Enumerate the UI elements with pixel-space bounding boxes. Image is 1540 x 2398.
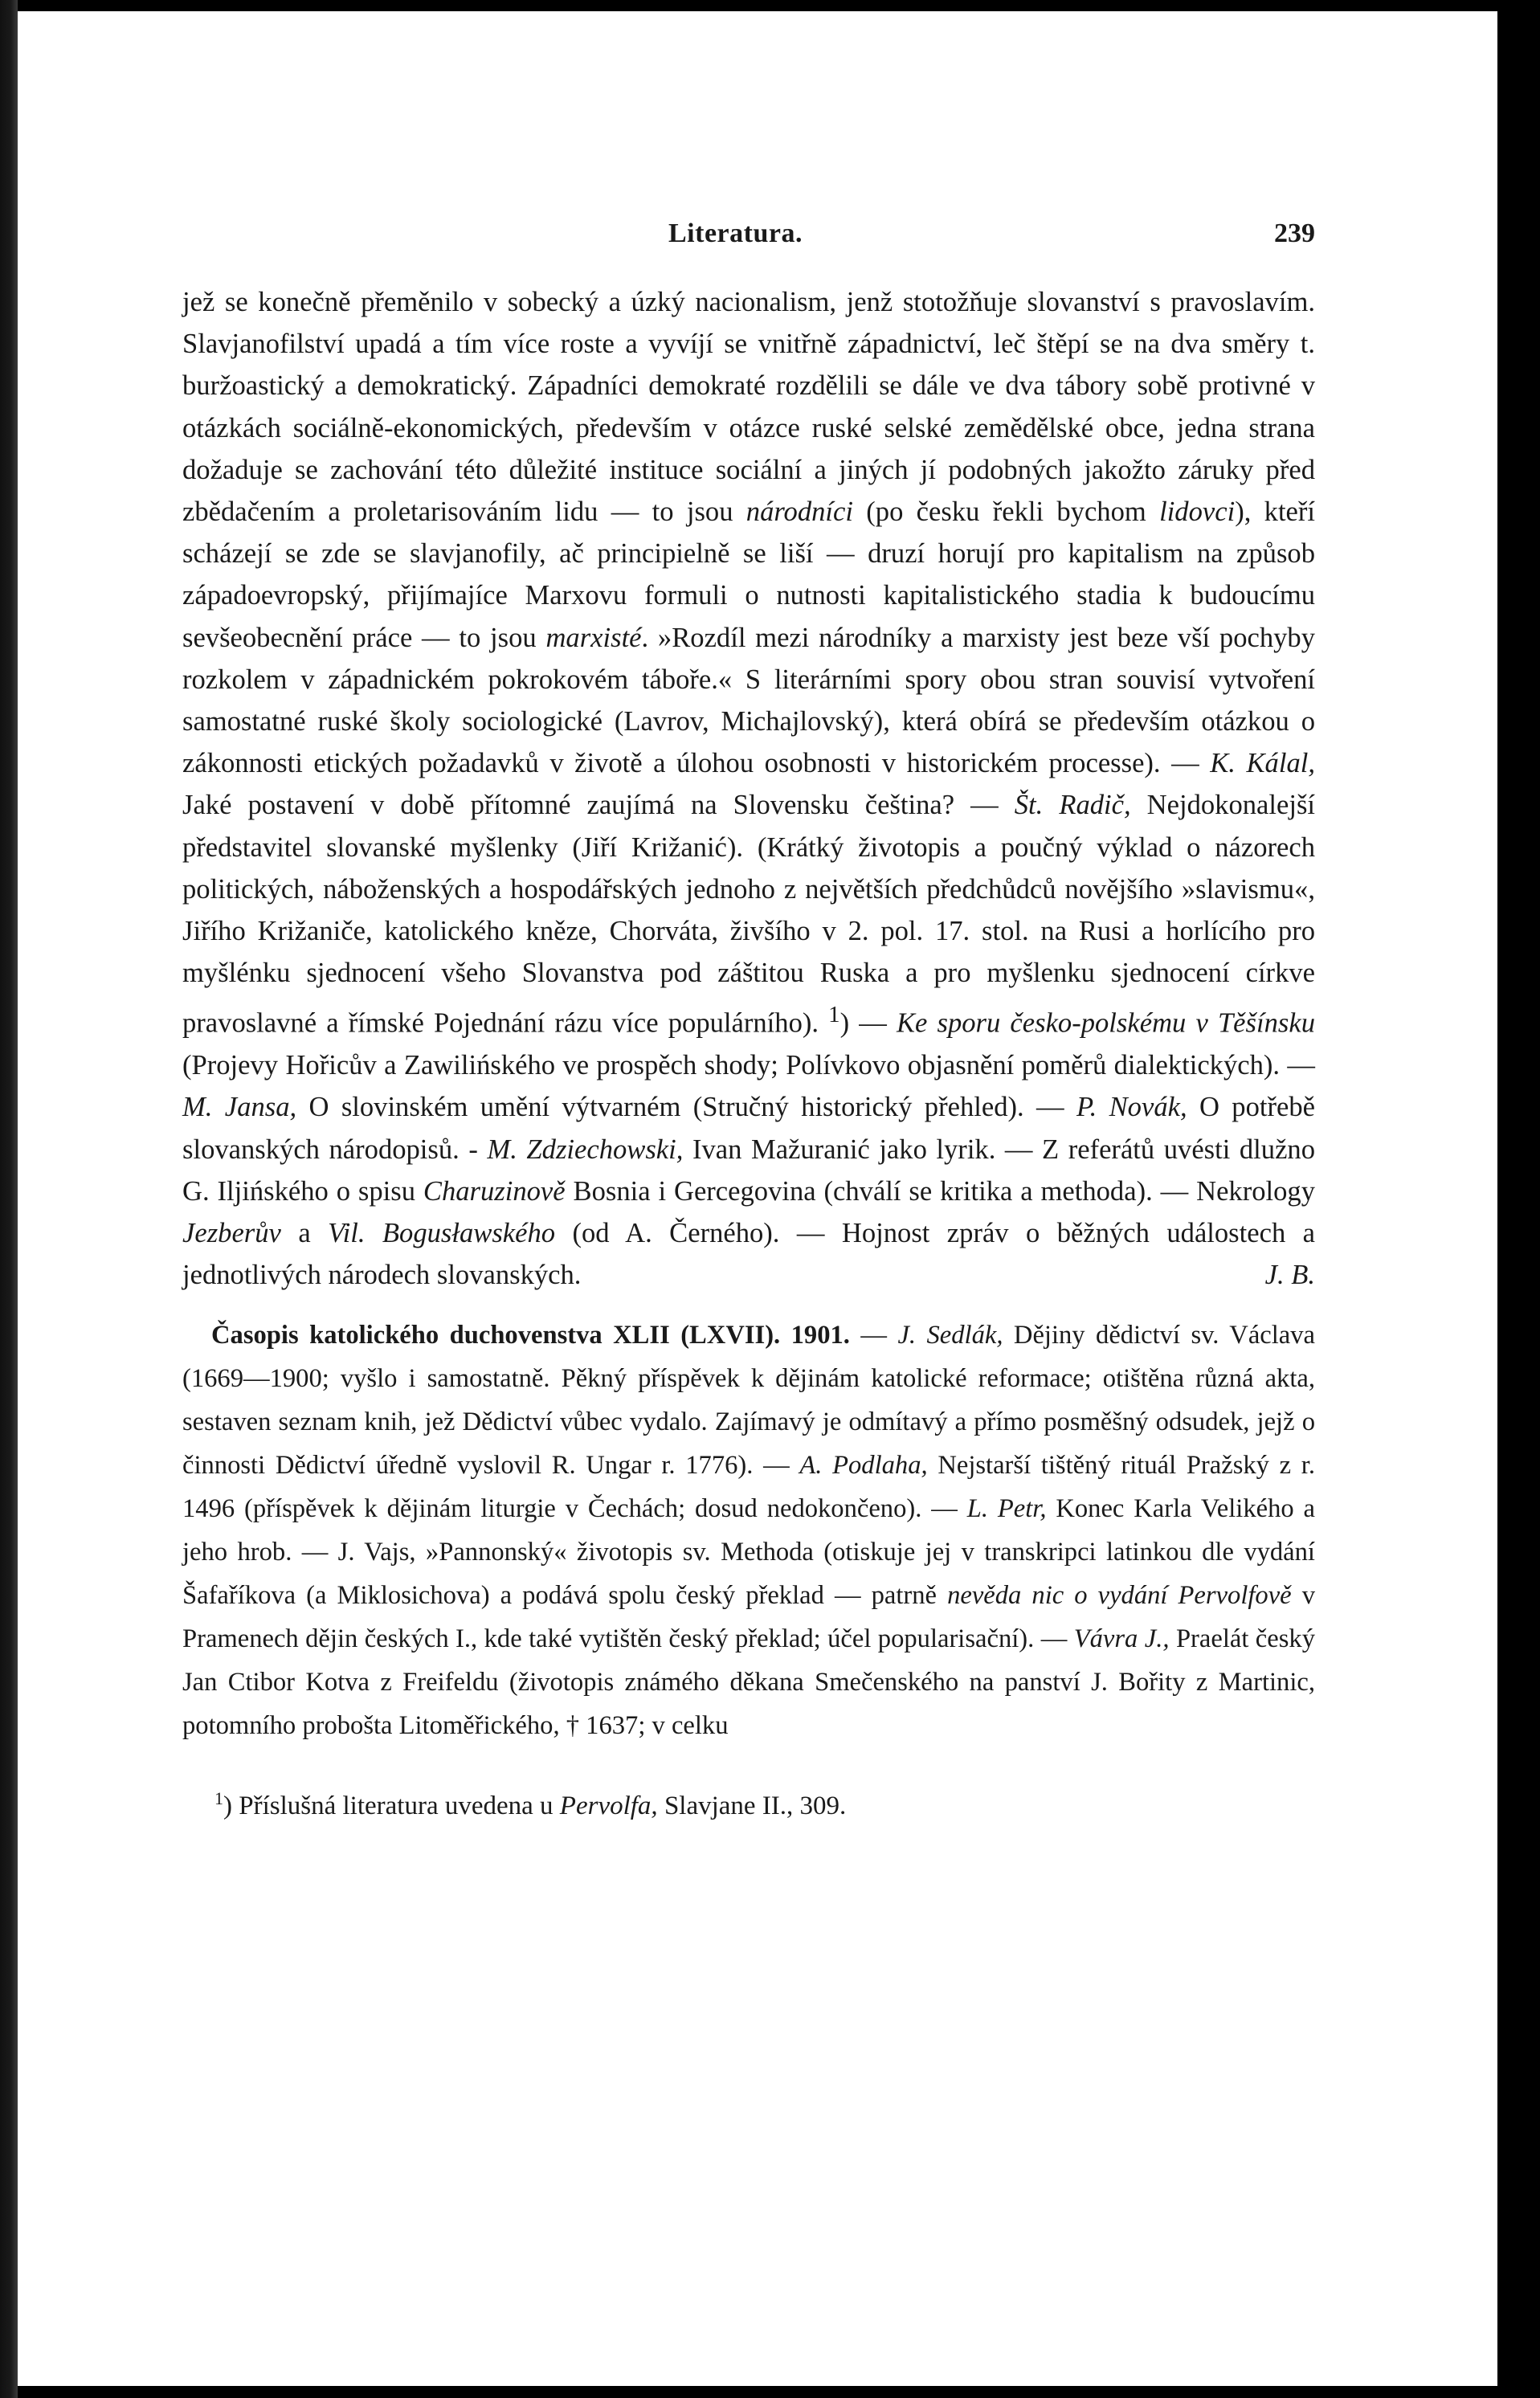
name-boguslawski: Vil. Bogusławského bbox=[328, 1218, 556, 1248]
author-kalal: K. Kálal, bbox=[1210, 748, 1315, 779]
emphasis-marxiste: marxisté bbox=[545, 622, 642, 653]
text-run: — bbox=[849, 1321, 898, 1350]
text-run: Jaké postavení v době přítomné zaujímá na Slovensku čeština? — bbox=[182, 790, 1015, 821]
text-run: O slovinském umění výtvarném (Stručný historický přehled). — bbox=[296, 1092, 1076, 1123]
author-radic: Št. Radič, bbox=[1014, 790, 1131, 821]
author-petr: L. Petr, bbox=[966, 1494, 1047, 1524]
author-zdziechowski: M. Zdziechowski, bbox=[487, 1134, 684, 1165]
text-run: v Pramenech dějin českých I., kde také vytištěn český překlad; účel popularisační). — bbox=[182, 1581, 1315, 1654]
book-spine-shadow bbox=[0, 0, 18, 2398]
reviewer-signature: J. B. bbox=[1264, 1260, 1315, 1291]
footnote bbox=[182, 1779, 1315, 1825]
name-jezber: Jezberův bbox=[182, 1218, 281, 1248]
author-vavra: Vávra J., bbox=[1073, 1624, 1170, 1654]
footnote-author: Pervolfa, bbox=[559, 1791, 658, 1821]
text-run: (od A. Černého). — Hojnost zpráv o běžných událostech a jednotlivých národech slovanských. bbox=[182, 1218, 1316, 1291]
text-run: Nejstarší tištěný rituál Pražský z r. 1496 (příspěvek k dějinám liturgie v Čechách; dosud nedokončeno). — bbox=[182, 1451, 1315, 1524]
running-title: Literatura. bbox=[668, 219, 803, 248]
text-run: a bbox=[280, 1218, 329, 1248]
author-novak: P. Novák, bbox=[1076, 1092, 1187, 1123]
author-charuzin: Charuzinově bbox=[423, 1175, 566, 1207]
text-run: Bosnia i Gercegovina (chválí se kritika a methoda). — Nekrology bbox=[565, 1175, 1315, 1207]
emphasis-lidovci: lidovci bbox=[1159, 496, 1236, 528]
article-title-tesinsku: Ke sporu česko-polskému v Těšínsku bbox=[896, 1007, 1315, 1039]
author-jansa: M. Jansa, bbox=[182, 1092, 297, 1123]
author-sedlak: J. Sedlák, bbox=[897, 1321, 1003, 1350]
text-run: (Projevy Hořicův a Zawilińského ve prospěch shody; Polívkovo objasnění poměrů dialektických). — bbox=[182, 1050, 1315, 1081]
footnote-text: Slavjane II., 309. bbox=[657, 1791, 847, 1821]
paragraph-review-1 bbox=[182, 281, 1315, 1296]
footnote-mark: 1 bbox=[214, 1788, 223, 1809]
text-run: Ivan Mažuranić jako lyrik. — Z referátů uvésti dlužno G. Iljińského o spisu bbox=[182, 1134, 1316, 1207]
paragraph-review-2 bbox=[182, 1313, 1315, 1747]
emphasis-neveda: nevěda nic o vydání Pervolfově bbox=[947, 1581, 1292, 1611]
text-run: jež se konečně přeměnilo v sobecký a úzký nacionalism, jenž stotožňuje slovanství s pravoslavím. Slavjanofilství upadá a tím více roste a vyvíjí se vnitřně západnictví, leč štěpí se na dva směry t. buržoastický a demokratický. Západníci demokraté rozdělili se dále ve dva tábory sobě protivné v otázkách sociálně-ekonomických, především v otázce ruské selské zemědělské obce, jedna strana dožaduje se zachování této důležité instituce sociální a jiných jí podobných jakožto záruky před zbědačením a proletarisováním lidu — to jsou bbox=[182, 287, 1315, 528]
page-text bbox=[182, 219, 1315, 1825]
author-podlaha: A. Podlaha, bbox=[799, 1451, 928, 1481]
page-number: 239 bbox=[1274, 219, 1315, 248]
text-run: Dějiny dědictví sv. Václava (1669—1900; vyšlo i samostatně. Pěkný příspěvek k dějinám katolické reformace; otištěna různá akta, sestaven seznam knih, jež Dědictví vůbec vydalo. Zajímavý je odmítavý a přímo posměšný odsudek, jejž o činnosti Dědictví úředně vyslovil R. Ungar r. 1776). — bbox=[182, 1321, 1316, 1481]
text-run: ) — bbox=[839, 1007, 897, 1039]
footnote-ref: 1 bbox=[828, 1002, 840, 1028]
footnote-text: ) Příslušná literatura uvedena u bbox=[223, 1791, 560, 1821]
journal-title: Časopis katolického duchovenstva XLII (LXVII). 1901. bbox=[211, 1321, 850, 1350]
emphasis-narodnici: národníci bbox=[745, 496, 853, 528]
running-header bbox=[182, 219, 1315, 249]
text-run: O potřebě slovanských národopisů. - bbox=[182, 1092, 1315, 1165]
text-run: Praelát český Jan Ctibor Kotva z Freifeldu (životopis známého děkana Smečenského na panství J. Bořity z Martinic, potomního probošta Litoměřického, † 1637; v celku bbox=[182, 1624, 1315, 1741]
text-run: Konec Karla Velikého a jeho hrob. — J. Vajs, »Pannonský« životopis sv. Methoda (otiskuje jej v transkripci latinkou dle vydání Šafaříkova (a Miklosichova) a podává spolu český překlad — patrně bbox=[182, 1494, 1316, 1611]
text-run: ), kteří scházejí se zde se slavjanofily, ač principielně se liší — druzí horují pro kapitalism na způsob západoevropský, přijímajíce Marxovu formuli o nutnosti kapitalistického stadia k budoucímu sevšeobecnění práce — to jsou bbox=[182, 496, 1316, 653]
text-run: (po česku řekli bychom bbox=[852, 496, 1160, 528]
text-run: Nejdokonalejší představitel slovanské myšlenky (Jiří Križanić). (Krátký životopis a poučný výklad o názorech politických, náboženských a hospodářských jednoho z největších předchůdců novějšího »slavismu«, Jiřího Križaniče, katolického kněze, Chorváta, živšího v 2. pol. 17. stol. na Rusi a horlícího pro myšlénku sjednocení všeho Slovanstva pod záštitou Ruska a pro myšlenku sjednocení církve pravoslavné a římské Pojednání rázu více populárního). bbox=[182, 790, 1316, 1039]
text-run: . »Rozdíl mezi národníky a marxisty jest beze vší pochyby rozkolem v západnickém pokrokovém táboře.« S literárními spory obou stran souvisí vytvoření samostatné ruské školy sociologické (Lavrov, Michajlovský), která obírá se především otázkou o zákonnosti etických požadavků v životě a úlohou osobnosti v historickém processe). — bbox=[182, 622, 1315, 779]
